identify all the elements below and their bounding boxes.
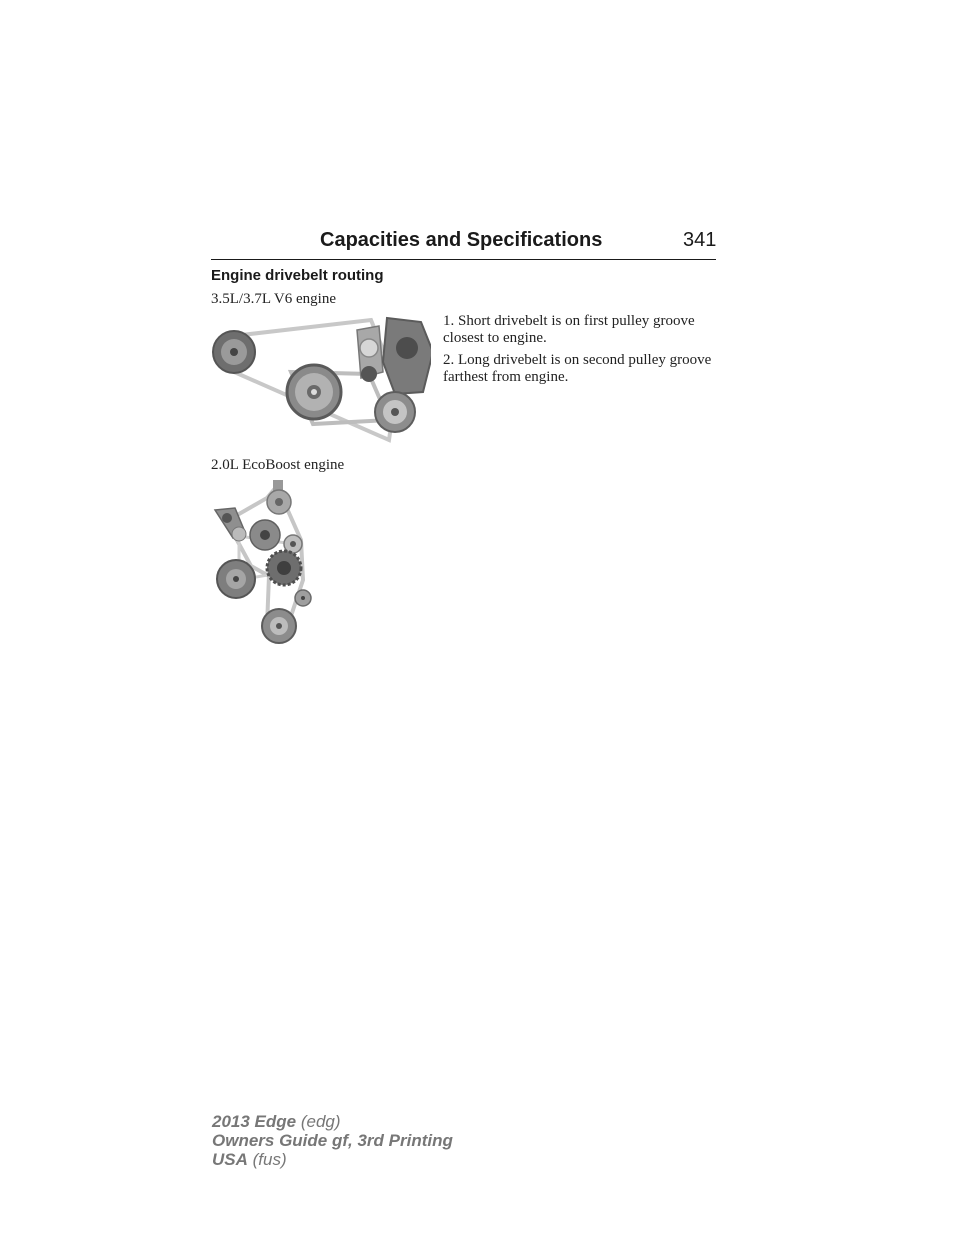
v6-drivebelt-diagram: [211, 312, 431, 444]
section-heading: Engine drivebelt routing: [211, 267, 384, 284]
footer-guide: Owners Guide gf, 3rd Printing: [212, 1131, 453, 1150]
drivebelt-notes: [443, 313, 723, 391]
footer-region-code: (fus): [252, 1150, 287, 1169]
footer-region: USA: [212, 1150, 248, 1169]
header-divider: [211, 259, 716, 260]
note-long-drivebelt: 2. Long drivebelt is on second pulley groove farthest from engine.: [443, 352, 712, 385]
ecoboost-engine-label: 2.0L EcoBoost engine: [211, 457, 345, 473]
ecoboost-drivebelt-diagram: [211, 480, 321, 646]
note-short-drivebelt: 1. Short drivebelt is on first pulley groove closest to engine.: [443, 313, 695, 346]
footer-guide-line: [212, 1131, 453, 1150]
footer-model-code: (edg): [300, 1112, 341, 1131]
footer-region-line: [212, 1150, 453, 1169]
footer-model-line: [212, 1112, 453, 1131]
page-header-title: Capacities and Specifications: [320, 229, 603, 251]
footer-model: 2013 Edge: [212, 1112, 297, 1131]
page-number: 341: [683, 229, 717, 251]
v6-engine-label: 3.5L/3.7L V6 engine: [211, 291, 336, 307]
page-footer: [212, 1112, 453, 1169]
